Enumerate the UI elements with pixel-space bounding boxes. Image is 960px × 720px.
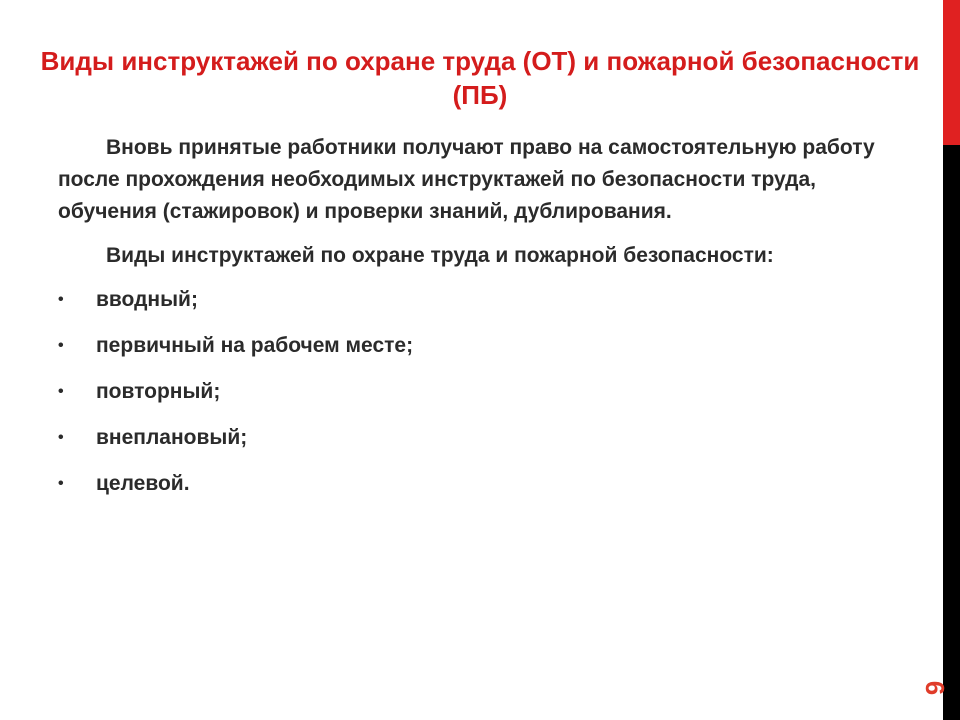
list-item	[58, 468, 920, 500]
list-item-text: внеплановый;	[96, 426, 248, 449]
list-item	[58, 284, 920, 316]
bullet-icon: •	[58, 337, 64, 354]
intro-paragraph: Вновь принятые работники получают право на самостоятельную работу после прохождения необходимых инструктажей по безопасности труда, обучения (стажировок) и проверки знаний, дублирования.	[58, 136, 875, 223]
list-item	[58, 376, 920, 408]
list-item-text: первичный на рабочем месте;	[96, 334, 414, 357]
list-item	[58, 422, 920, 454]
page-number: 6	[920, 680, 950, 696]
bullet-icon: •	[58, 383, 64, 400]
list-item-text: вводный;	[96, 288, 198, 311]
bullet-icon: •	[58, 429, 64, 446]
list-item	[58, 330, 920, 362]
list-item-text: целевой.	[96, 472, 190, 495]
briefing-types-list	[58, 284, 920, 500]
slide-body	[58, 132, 920, 514]
bullet-icon: •	[58, 291, 64, 308]
side-bar	[943, 0, 960, 720]
side-bar-accent	[943, 0, 960, 145]
list-heading-paragraph: Виды инструктажей по охране труда и пожарной безопасности:	[106, 244, 774, 267]
slide-title: Виды инструктажей по охране труда (ОТ) и пожарной безопасности (ПБ)	[40, 46, 920, 110]
bullet-icon: •	[58, 475, 64, 492]
list-item-text: повторный;	[96, 380, 221, 403]
